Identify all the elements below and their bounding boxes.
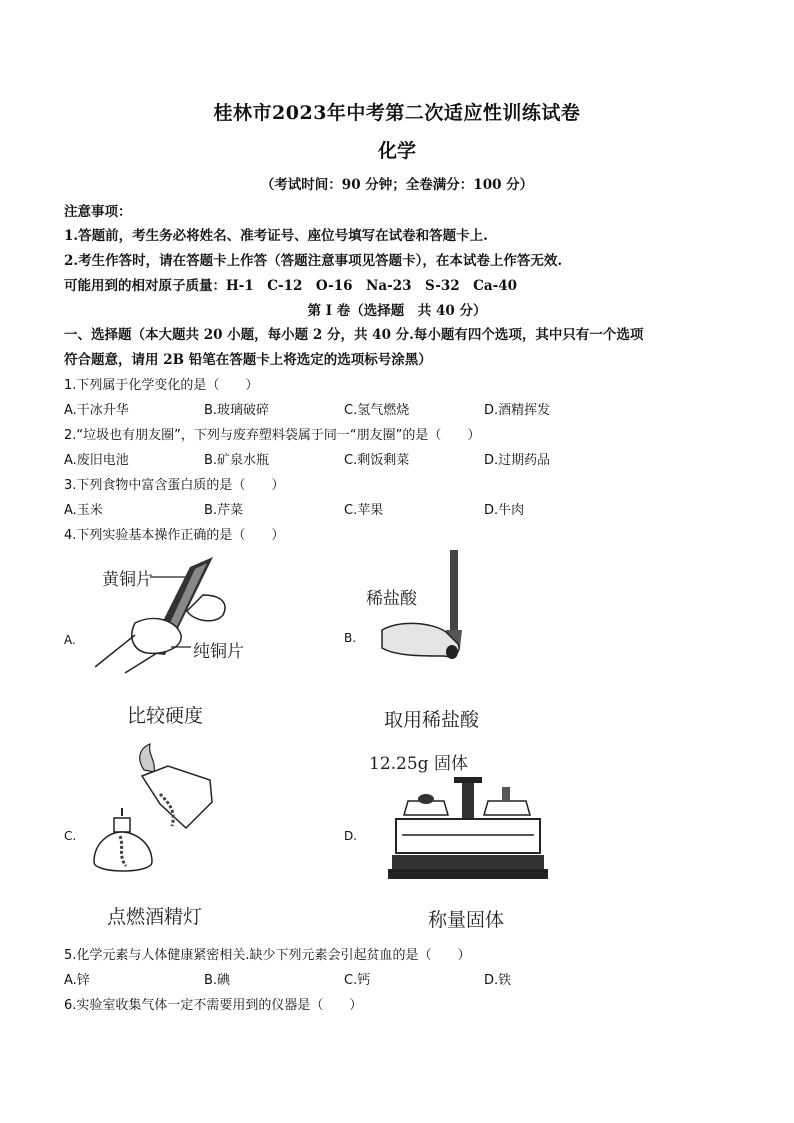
exam-info: （考试时间：90 分钟；全卷满分：100 分）	[260, 177, 534, 193]
figure-d-illustration	[388, 775, 548, 887]
question-5-option-c[interactable]: C.钙	[344, 973, 371, 988]
question-5-option-a[interactable]: A.锌	[64, 973, 90, 988]
question-5-option-b[interactable]: B.碘	[204, 973, 231, 988]
atomic-mass-line: 可能用到的相对原子质量：H-1 C-12 O-16 Na-23 S-32 Ca-40	[64, 278, 518, 294]
question-2-option-d[interactable]: D.过期药品	[484, 453, 551, 468]
section-instruction-2: 符合题意，请用 2B 铅笔在答题卡上将选定的选项标号涂黑）	[64, 352, 432, 368]
question-5-option-d[interactable]: D.铁	[484, 973, 512, 988]
question-3-option-d[interactable]: D.牛肉	[484, 503, 525, 518]
section-title: 第 I 卷（选择题 共 40 分）	[307, 303, 487, 319]
question-2-option-a[interactable]: A.废旧电池	[64, 453, 129, 468]
note-item-2: 2.考生作答时，请在答题卡上作答（答题注意事项见答题卡），在本试卷上作答无效.	[64, 253, 563, 269]
question-3-option-c[interactable]: C.苹果	[344, 503, 384, 518]
figure-c-letter[interactable]: C.	[64, 829, 77, 843]
figure-b-tag-acid: 稀盐酸	[366, 589, 417, 609]
subject-title: 化学	[377, 140, 416, 162]
figure-d-letter[interactable]: D.	[344, 829, 358, 843]
question-1-option-a[interactable]: A.干冰升华	[64, 403, 129, 418]
question-3-option-a[interactable]: A.玉米	[64, 503, 103, 518]
question-3-stem: 3.下列食物中富含蛋白质的是（ ）	[64, 478, 285, 493]
question-3-option-b[interactable]: B.芹菜	[204, 503, 244, 518]
question-1-stem: 1.下列属于化学变化的是（ ）	[64, 378, 259, 393]
question-1-option-c[interactable]: C.氢气燃烧	[344, 403, 410, 418]
question-2-option-b[interactable]: B.矿泉水瓶	[204, 453, 270, 468]
figure-c-illustration	[90, 742, 230, 882]
figure-a-illustration	[95, 555, 245, 675]
question-2-stem: 2.“垃圾也有朋友圈”，下列与废弃塑料袋属于同一“朋友圈”的是（ ）	[64, 428, 481, 443]
note-item-1: 1.答题前，考生务必将姓名、准考证号、座位号填写在试卷和答题卡上.	[64, 228, 488, 244]
figure-b-caption: 取用稀盐酸	[384, 709, 480, 731]
section-instruction-1: 一、选择题（本大题共 20 小题，每小题 2 分，共 40 分.每小题有四个选项，其中只有一个选项	[64, 327, 644, 343]
question-5-stem: 5.化学元素与人体健康紧密相关.缺少下列元素会引起贫血的是（ ）	[64, 948, 471, 963]
question-1-option-b[interactable]: B.玻璃破碎	[204, 403, 270, 418]
question-6-stem: 6.实验室收集气体一定不需要用到的仪器是（ ）	[64, 998, 363, 1013]
figure-b-letter[interactable]: B.	[344, 631, 357, 645]
question-1-option-d[interactable]: D.酒精挥发	[484, 403, 551, 418]
figure-d-caption: 称量固体	[428, 909, 505, 931]
figure-d-tag-solid: 12.25g 固体	[369, 754, 468, 774]
figure-c-caption: 点燃酒精灯	[107, 906, 203, 928]
question-4-stem: 4.下列实验基本操作正确的是（ ）	[64, 528, 285, 543]
figure-a-caption: 比较硬度	[127, 705, 204, 727]
figure-a-tag-copper: 纯铜片	[193, 642, 244, 662]
question-2-option-c[interactable]: C.剩饭剩菜	[344, 453, 410, 468]
figure-a-tag-brass: 黄铜片	[102, 570, 153, 590]
figure-a-letter[interactable]: A.	[64, 633, 76, 647]
exam-title: 桂林市2023年中考第二次适应性训练试卷	[213, 102, 581, 124]
figure-b-illustration	[380, 548, 490, 668]
notes-heading: 注意事项：	[64, 204, 132, 220]
